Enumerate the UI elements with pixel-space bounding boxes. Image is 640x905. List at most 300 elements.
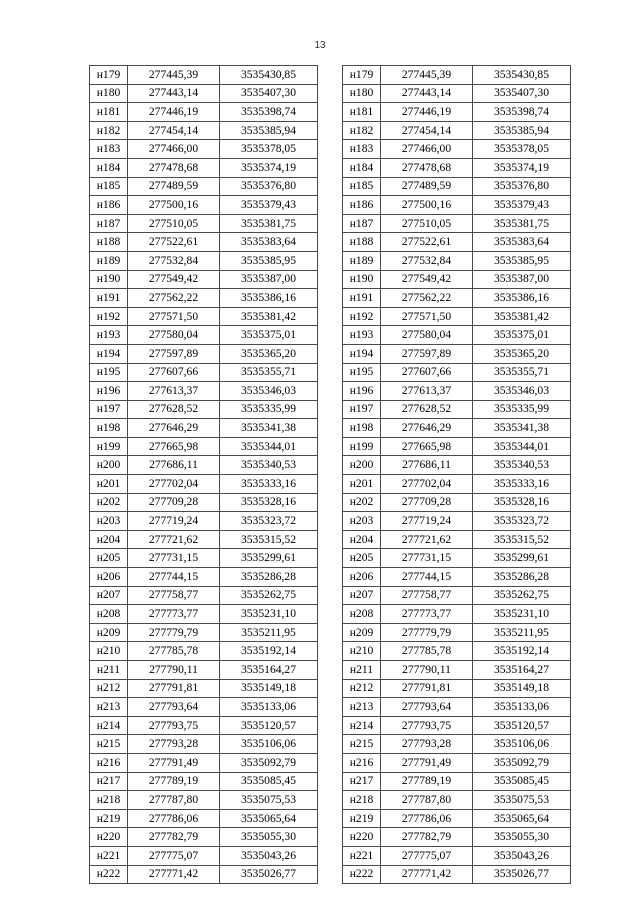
x-coordinate-cell: 277445,39 <box>128 66 220 85</box>
table-row <box>343 66 571 85</box>
point-id-cell: н204 <box>90 530 128 549</box>
x-coordinate-cell: 277500,16 <box>381 196 473 215</box>
x-coordinate-cell: 277758,77 <box>381 586 473 605</box>
y-coordinate-cell: 3535340,53 <box>220 456 318 475</box>
x-coordinate-cell: 277522,61 <box>381 233 473 252</box>
table-row <box>90 214 318 233</box>
table-row <box>90 530 318 549</box>
y-coordinate-cell: 3535385,95 <box>473 251 571 270</box>
table-row <box>90 735 318 754</box>
point-id-cell: н190 <box>343 270 381 289</box>
x-coordinate-cell: 277782,79 <box>381 828 473 847</box>
point-id-cell: н183 <box>90 140 128 159</box>
table-row <box>343 158 571 177</box>
point-id-cell: н196 <box>90 382 128 401</box>
y-coordinate-cell: 3535262,75 <box>220 586 318 605</box>
x-coordinate-cell: 277702,04 <box>128 475 220 494</box>
x-coordinate-cell: 277628,52 <box>381 400 473 419</box>
y-coordinate-cell: 3535344,01 <box>220 437 318 456</box>
table-row <box>90 791 318 810</box>
x-coordinate-cell: 277510,05 <box>381 214 473 233</box>
x-coordinate-cell: 277771,42 <box>128 865 220 884</box>
y-coordinate-cell: 3535299,61 <box>473 549 571 568</box>
point-id-cell: н213 <box>343 698 381 717</box>
point-id-cell: н193 <box>90 326 128 345</box>
y-coordinate-cell: 3535365,20 <box>473 344 571 363</box>
point-id-cell: н214 <box>343 716 381 735</box>
y-coordinate-cell: 3535398,74 <box>220 103 318 122</box>
y-coordinate-cell: 3535376,80 <box>220 177 318 196</box>
table-row <box>90 846 318 865</box>
y-coordinate-cell: 3535211,95 <box>473 623 571 642</box>
table-row <box>90 568 318 587</box>
y-coordinate-cell: 3535133,06 <box>220 698 318 717</box>
y-coordinate-cell: 3535085,45 <box>220 772 318 791</box>
table-row <box>343 493 571 512</box>
table-row <box>90 605 318 624</box>
x-coordinate-cell: 277721,62 <box>381 530 473 549</box>
x-coordinate-cell: 277443,14 <box>128 84 220 103</box>
y-coordinate-cell: 3535043,26 <box>220 846 318 865</box>
point-id-cell: н185 <box>343 177 381 196</box>
x-coordinate-cell: 277500,16 <box>128 196 220 215</box>
point-id-cell: н216 <box>343 753 381 772</box>
table-row <box>343 233 571 252</box>
table-row <box>343 828 571 847</box>
table-row <box>90 623 318 642</box>
x-coordinate-cell: 277793,28 <box>381 735 473 754</box>
table-row <box>343 642 571 661</box>
y-coordinate-cell: 3535085,45 <box>473 772 571 791</box>
point-id-cell: н182 <box>90 121 128 140</box>
x-coordinate-cell: 277571,50 <box>128 307 220 326</box>
y-coordinate-cell: 3535381,42 <box>473 307 571 326</box>
point-id-cell: н184 <box>343 158 381 177</box>
table-row <box>90 586 318 605</box>
table-row <box>90 828 318 847</box>
x-coordinate-cell: 277786,06 <box>381 809 473 828</box>
table-row <box>343 344 571 363</box>
x-coordinate-cell: 277445,39 <box>381 66 473 85</box>
y-coordinate-cell: 3535376,80 <box>473 177 571 196</box>
point-id-cell: н185 <box>90 177 128 196</box>
y-coordinate-cell: 3535120,57 <box>220 716 318 735</box>
x-coordinate-cell: 277478,68 <box>128 158 220 177</box>
point-id-cell: н203 <box>343 512 381 531</box>
table-row <box>90 400 318 419</box>
table-row <box>343 177 571 196</box>
point-id-cell: н187 <box>90 214 128 233</box>
point-id-cell: н188 <box>343 233 381 252</box>
y-coordinate-cell: 3535346,03 <box>473 382 571 401</box>
point-id-cell: н198 <box>90 419 128 438</box>
x-coordinate-cell: 277758,77 <box>128 586 220 605</box>
point-id-cell: н206 <box>90 568 128 587</box>
point-id-cell: н199 <box>90 437 128 456</box>
x-coordinate-cell: 277466,00 <box>128 140 220 159</box>
table-row <box>343 512 571 531</box>
y-coordinate-cell: 3535381,75 <box>473 214 571 233</box>
table-row <box>343 679 571 698</box>
y-coordinate-cell: 3535344,01 <box>473 437 571 456</box>
y-coordinate-cell: 3535315,52 <box>220 530 318 549</box>
point-id-cell: н191 <box>90 289 128 308</box>
y-coordinate-cell: 3535192,14 <box>473 642 571 661</box>
y-coordinate-cell: 3535092,79 <box>220 753 318 772</box>
y-coordinate-cell: 3535211,95 <box>220 623 318 642</box>
point-id-cell: н202 <box>90 493 128 512</box>
y-coordinate-cell: 3535398,74 <box>473 103 571 122</box>
table-row <box>343 475 571 494</box>
point-id-cell: н221 <box>90 846 128 865</box>
x-coordinate-cell: 277779,79 <box>381 623 473 642</box>
table-row <box>343 549 571 568</box>
x-coordinate-cell: 277721,62 <box>128 530 220 549</box>
table-row <box>90 363 318 382</box>
x-coordinate-cell: 277446,19 <box>381 103 473 122</box>
x-coordinate-cell: 277775,07 <box>381 846 473 865</box>
table-row <box>343 530 571 549</box>
x-coordinate-cell: 277789,19 <box>128 772 220 791</box>
table-row <box>90 493 318 512</box>
table-row <box>343 809 571 828</box>
x-coordinate-cell: 277793,75 <box>381 716 473 735</box>
table-row <box>90 437 318 456</box>
x-coordinate-cell: 277709,28 <box>381 493 473 512</box>
point-id-cell: н201 <box>343 475 381 494</box>
point-id-cell: н208 <box>90 605 128 624</box>
point-id-cell: н201 <box>90 475 128 494</box>
point-id-cell: н184 <box>90 158 128 177</box>
table-row <box>343 437 571 456</box>
table-row <box>90 753 318 772</box>
table-row <box>343 103 571 122</box>
point-id-cell: н189 <box>343 251 381 270</box>
x-coordinate-cell: 277787,80 <box>128 791 220 810</box>
x-coordinate-cell: 277549,42 <box>381 270 473 289</box>
y-coordinate-cell: 3535075,53 <box>473 791 571 810</box>
point-id-cell: н215 <box>90 735 128 754</box>
x-coordinate-cell: 277785,78 <box>381 642 473 661</box>
table-row <box>90 177 318 196</box>
x-coordinate-cell: 277702,04 <box>381 475 473 494</box>
x-coordinate-cell: 277793,28 <box>128 735 220 754</box>
y-coordinate-cell: 3535262,75 <box>473 586 571 605</box>
x-coordinate-cell: 277791,49 <box>128 753 220 772</box>
y-coordinate-cell: 3535231,10 <box>473 605 571 624</box>
point-id-cell: н197 <box>343 400 381 419</box>
y-coordinate-cell: 3535379,43 <box>473 196 571 215</box>
x-coordinate-cell: 277793,64 <box>381 698 473 717</box>
y-coordinate-cell: 3535374,19 <box>473 158 571 177</box>
table-row <box>343 214 571 233</box>
table-row <box>343 753 571 772</box>
point-id-cell: н188 <box>90 233 128 252</box>
x-coordinate-cell: 277686,11 <box>128 456 220 475</box>
table-row <box>90 121 318 140</box>
x-coordinate-cell: 277562,22 <box>381 289 473 308</box>
point-id-cell: н194 <box>343 344 381 363</box>
x-coordinate-cell: 277786,06 <box>128 809 220 828</box>
point-id-cell: н191 <box>343 289 381 308</box>
y-coordinate-cell: 3535385,94 <box>220 121 318 140</box>
y-coordinate-cell: 3535075,53 <box>220 791 318 810</box>
table-row <box>90 382 318 401</box>
table-row <box>90 84 318 103</box>
x-coordinate-cell: 277744,15 <box>381 568 473 587</box>
table-row <box>90 307 318 326</box>
x-coordinate-cell: 277775,07 <box>128 846 220 865</box>
point-id-cell: н195 <box>90 363 128 382</box>
point-id-cell: н219 <box>90 809 128 828</box>
point-id-cell: н206 <box>343 568 381 587</box>
table-row <box>343 270 571 289</box>
table-row <box>90 251 318 270</box>
x-coordinate-cell: 277478,68 <box>381 158 473 177</box>
page-number: 13 <box>314 40 326 51</box>
table-row <box>90 233 318 252</box>
point-id-cell: н180 <box>90 84 128 103</box>
x-coordinate-cell: 277646,29 <box>128 419 220 438</box>
y-coordinate-cell: 3535286,28 <box>473 568 571 587</box>
x-coordinate-cell: 277613,37 <box>128 382 220 401</box>
y-coordinate-cell: 3535375,01 <box>220 326 318 345</box>
point-id-cell: н222 <box>90 865 128 884</box>
table-row <box>90 772 318 791</box>
table-row <box>90 512 318 531</box>
table-row <box>343 121 571 140</box>
point-id-cell: н183 <box>343 140 381 159</box>
x-coordinate-cell: 277719,24 <box>381 512 473 531</box>
y-coordinate-cell: 3535383,64 <box>220 233 318 252</box>
table-row <box>90 809 318 828</box>
y-coordinate-cell: 3535386,16 <box>473 289 571 308</box>
point-id-cell: н189 <box>90 251 128 270</box>
point-id-cell: н194 <box>90 344 128 363</box>
x-coordinate-cell: 277532,84 <box>381 251 473 270</box>
x-coordinate-cell: 277790,11 <box>128 661 220 680</box>
y-coordinate-cell: 3535299,61 <box>220 549 318 568</box>
x-coordinate-cell: 277791,81 <box>381 679 473 698</box>
y-coordinate-cell: 3535120,57 <box>473 716 571 735</box>
table-row <box>90 661 318 680</box>
table-row <box>90 679 318 698</box>
y-coordinate-cell: 3535385,95 <box>220 251 318 270</box>
y-coordinate-cell: 3535430,85 <box>220 66 318 85</box>
point-id-cell: н190 <box>90 270 128 289</box>
y-coordinate-cell: 3535026,77 <box>473 865 571 884</box>
x-coordinate-cell: 277532,84 <box>128 251 220 270</box>
point-id-cell: н179 <box>343 66 381 85</box>
y-coordinate-cell: 3535323,72 <box>220 512 318 531</box>
x-coordinate-cell: 277773,77 <box>381 605 473 624</box>
y-coordinate-cell: 3535407,30 <box>473 84 571 103</box>
x-coordinate-cell: 277731,15 <box>381 549 473 568</box>
table-row <box>90 475 318 494</box>
y-coordinate-cell: 3535340,53 <box>473 456 571 475</box>
x-coordinate-cell: 277580,04 <box>128 326 220 345</box>
point-id-cell: н202 <box>343 493 381 512</box>
point-id-cell: н197 <box>90 400 128 419</box>
y-coordinate-cell: 3535043,26 <box>473 846 571 865</box>
table-row <box>343 791 571 810</box>
point-id-cell: н181 <box>90 103 128 122</box>
x-coordinate-cell: 277782,79 <box>128 828 220 847</box>
table-row <box>343 289 571 308</box>
point-id-cell: н179 <box>90 66 128 85</box>
point-id-cell: н205 <box>343 549 381 568</box>
x-coordinate-cell: 277787,80 <box>381 791 473 810</box>
x-coordinate-cell: 277773,77 <box>128 605 220 624</box>
table-row <box>343 84 571 103</box>
point-id-cell: н210 <box>343 642 381 661</box>
point-id-cell: н220 <box>90 828 128 847</box>
point-id-cell: н207 <box>343 586 381 605</box>
point-id-cell: н219 <box>343 809 381 828</box>
point-id-cell: н180 <box>343 84 381 103</box>
x-coordinate-cell: 277597,89 <box>128 344 220 363</box>
x-coordinate-cell: 277454,14 <box>381 121 473 140</box>
y-coordinate-cell: 3535381,42 <box>220 307 318 326</box>
y-coordinate-cell: 3535341,38 <box>220 419 318 438</box>
table-row <box>90 103 318 122</box>
point-id-cell: н211 <box>343 661 381 680</box>
x-coordinate-cell: 277571,50 <box>381 307 473 326</box>
y-coordinate-cell: 3535286,28 <box>220 568 318 587</box>
table-row <box>343 772 571 791</box>
table-row <box>90 270 318 289</box>
x-coordinate-cell: 277613,37 <box>381 382 473 401</box>
x-coordinate-cell: 277454,14 <box>128 121 220 140</box>
x-coordinate-cell: 277686,11 <box>381 456 473 475</box>
x-coordinate-cell: 277607,66 <box>128 363 220 382</box>
point-id-cell: н208 <box>343 605 381 624</box>
point-id-cell: н217 <box>343 772 381 791</box>
y-coordinate-cell: 3535328,16 <box>473 493 571 512</box>
y-coordinate-cell: 3535430,85 <box>473 66 571 85</box>
table-row <box>90 289 318 308</box>
point-id-cell: н220 <box>343 828 381 847</box>
point-id-cell: н198 <box>343 419 381 438</box>
table-row <box>343 307 571 326</box>
y-coordinate-cell: 3535381,75 <box>220 214 318 233</box>
point-id-cell: н218 <box>343 791 381 810</box>
table-row <box>90 698 318 717</box>
x-coordinate-cell: 277466,00 <box>381 140 473 159</box>
point-id-cell: н222 <box>343 865 381 884</box>
y-coordinate-cell: 3535149,18 <box>220 679 318 698</box>
point-id-cell: н200 <box>90 456 128 475</box>
y-coordinate-cell: 3535365,20 <box>220 344 318 363</box>
x-coordinate-cell: 277446,19 <box>128 103 220 122</box>
y-coordinate-cell: 3535335,99 <box>473 400 571 419</box>
coordinates-table-right <box>342 65 571 884</box>
table-row <box>343 735 571 754</box>
y-coordinate-cell: 3535333,16 <box>220 475 318 494</box>
y-coordinate-cell: 3535149,18 <box>473 679 571 698</box>
x-coordinate-cell: 277597,89 <box>381 344 473 363</box>
point-id-cell: н205 <box>90 549 128 568</box>
x-coordinate-cell: 277489,59 <box>381 177 473 196</box>
point-id-cell: н209 <box>343 623 381 642</box>
x-coordinate-cell: 277791,81 <box>128 679 220 698</box>
y-coordinate-cell: 3535355,71 <box>473 363 571 382</box>
x-coordinate-cell: 277665,98 <box>381 437 473 456</box>
point-id-cell: н204 <box>343 530 381 549</box>
table-row <box>343 568 571 587</box>
y-coordinate-cell: 3535341,38 <box>473 419 571 438</box>
x-coordinate-cell: 277793,64 <box>128 698 220 717</box>
y-coordinate-cell: 3535407,30 <box>220 84 318 103</box>
x-coordinate-cell: 277607,66 <box>381 363 473 382</box>
x-coordinate-cell: 277744,15 <box>128 568 220 587</box>
x-coordinate-cell: 277489,59 <box>128 177 220 196</box>
table-row <box>343 846 571 865</box>
point-id-cell: н195 <box>343 363 381 382</box>
table-row <box>343 382 571 401</box>
y-coordinate-cell: 3535315,52 <box>473 530 571 549</box>
point-id-cell: н209 <box>90 623 128 642</box>
y-coordinate-cell: 3535055,30 <box>473 828 571 847</box>
point-id-cell: н199 <box>343 437 381 456</box>
x-coordinate-cell: 277785,78 <box>128 642 220 661</box>
x-coordinate-cell: 277443,14 <box>381 84 473 103</box>
y-coordinate-cell: 3535383,64 <box>473 233 571 252</box>
table-row <box>90 158 318 177</box>
point-id-cell: н211 <box>90 661 128 680</box>
x-coordinate-cell: 277731,15 <box>128 549 220 568</box>
x-coordinate-cell: 277646,29 <box>381 419 473 438</box>
table-row <box>343 865 571 884</box>
table-row <box>343 363 571 382</box>
point-id-cell: н213 <box>90 698 128 717</box>
x-coordinate-cell: 277789,19 <box>381 772 473 791</box>
y-coordinate-cell: 3535106,06 <box>220 735 318 754</box>
y-coordinate-cell: 3535333,16 <box>473 475 571 494</box>
point-id-cell: н186 <box>343 196 381 215</box>
table-row <box>343 661 571 680</box>
x-coordinate-cell: 277771,42 <box>381 865 473 884</box>
x-coordinate-cell: 277580,04 <box>381 326 473 345</box>
x-coordinate-cell: 277793,75 <box>128 716 220 735</box>
y-coordinate-cell: 3535385,94 <box>473 121 571 140</box>
y-coordinate-cell: 3535375,01 <box>473 326 571 345</box>
y-coordinate-cell: 3535192,14 <box>220 642 318 661</box>
table-row <box>90 326 318 345</box>
table-row <box>90 66 318 85</box>
x-coordinate-cell: 277719,24 <box>128 512 220 531</box>
point-id-cell: н215 <box>343 735 381 754</box>
y-coordinate-cell: 3535065,64 <box>220 809 318 828</box>
x-coordinate-cell: 277791,49 <box>381 753 473 772</box>
table-row <box>343 140 571 159</box>
y-coordinate-cell: 3535387,00 <box>220 270 318 289</box>
table-row <box>343 196 571 215</box>
table-row <box>90 865 318 884</box>
y-coordinate-cell: 3535374,19 <box>220 158 318 177</box>
table-row <box>343 698 571 717</box>
y-coordinate-cell: 3535378,05 <box>220 140 318 159</box>
table-row <box>90 419 318 438</box>
point-id-cell: н212 <box>90 679 128 698</box>
y-coordinate-cell: 3535346,03 <box>220 382 318 401</box>
y-coordinate-cell: 3535387,00 <box>473 270 571 289</box>
point-id-cell: н218 <box>90 791 128 810</box>
point-id-cell: н203 <box>90 512 128 531</box>
y-coordinate-cell: 3535092,79 <box>473 753 571 772</box>
x-coordinate-cell: 277779,79 <box>128 623 220 642</box>
table-row <box>343 251 571 270</box>
